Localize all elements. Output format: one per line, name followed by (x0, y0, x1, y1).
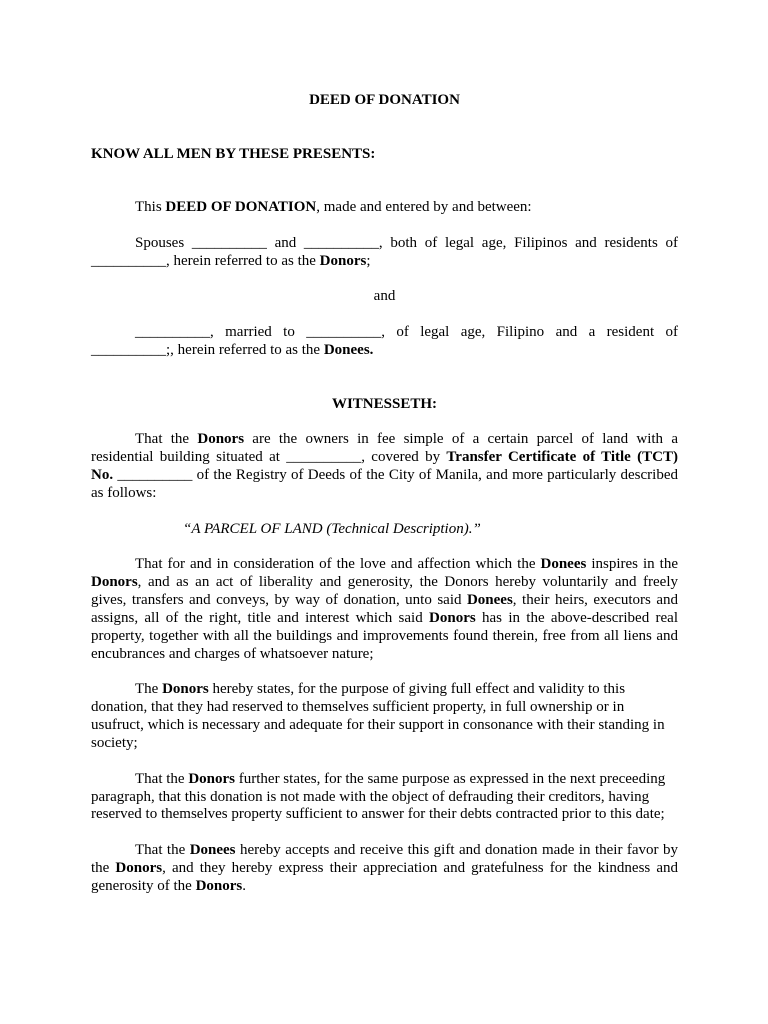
text-run: __________, married to __________, of legal age, Filipino and a resident of (135, 324, 678, 341)
text-run: __________ of the Registry of Deeds of the City of Manila, and more particularly described (113, 467, 678, 484)
acceptance-line (91, 860, 678, 878)
donors-line (91, 253, 678, 271)
deed-name: DEED OF DONATION (165, 199, 317, 216)
property-line (91, 449, 678, 467)
text-run: That the (135, 770, 189, 787)
text-run: . (242, 877, 246, 894)
bold-term: Donors (162, 681, 209, 698)
text-run: paragraph, that this donation is not made with the object of defrauding their creditors, having (91, 788, 650, 805)
text-run: The (135, 681, 163, 698)
no-fraud-line (91, 771, 678, 789)
text-run: assigns, all of the right, title and interest which said (91, 609, 430, 626)
bold-term: Donors (91, 574, 138, 591)
text-run: ; (366, 252, 371, 269)
text-run: reserved to themselves property sufficient to answer for their debts contracted prior to this date; (91, 806, 665, 823)
consideration-line (91, 610, 678, 628)
acceptance-line (91, 878, 678, 896)
text-run: , and they hereby express their appreciation and gratefulness for the kindness and (162, 859, 678, 876)
text-run: __________, herein referred to as the (91, 252, 320, 269)
text-run: society; (91, 734, 138, 751)
bold-term: No. (91, 467, 114, 484)
property-line (91, 431, 678, 449)
donors-line (91, 235, 678, 253)
text-run: property, together with all the buildings and improvements found therein, free from all liens and (91, 627, 678, 644)
no-fraud-line (91, 806, 678, 824)
consideration-line (91, 556, 678, 574)
opening-text: KNOW ALL MEN BY THESE PRESENTS: (91, 145, 376, 162)
document-title (91, 92, 678, 110)
bold-term: Donors (319, 252, 367, 269)
bold-term: Transfer Certificate of Title (TCT) (446, 449, 678, 466)
consideration-line (91, 592, 678, 610)
text-run: Spouses __________ and __________, both of legal age, Filipinos and residents of (135, 234, 678, 251)
bold-term: Donees. (323, 342, 374, 359)
bold-term: Donors (429, 609, 476, 626)
text-run: donation, that they had reserved to themselves sufficient property, in full ownership or in (91, 699, 625, 716)
property-line (91, 485, 678, 503)
conjunction-text: and (373, 288, 396, 305)
bold-term: Donors (188, 770, 235, 787)
text-run: generosity of the (91, 877, 196, 894)
consideration-line (91, 628, 678, 646)
reservation-line (91, 735, 678, 753)
text-run: __________;, herein referred to as the (91, 342, 324, 359)
donees-line (91, 324, 678, 342)
bold-term: Donors (197, 431, 245, 448)
witnesseth-text: WITNESSETH: (331, 395, 438, 412)
text-run: That the (135, 431, 198, 448)
bold-term: Donees (466, 592, 513, 609)
consideration-line (91, 574, 678, 592)
title-text: DEED OF DONATION (309, 92, 460, 108)
text-run: usufruct, which is necessary and adequate for their support in consonance with their standing in (91, 717, 665, 734)
reservation-line (91, 699, 678, 717)
text-run: That for and in consideration of the love and affection which the (135, 556, 541, 573)
bold-term: Donors (195, 877, 243, 894)
text-run: encubrances and charges of whatsoever nature; (91, 645, 374, 662)
bold-term: Donees (540, 556, 587, 573)
text-run: residential building situated at __________, covered by (91, 449, 447, 466)
reservation-line (91, 681, 678, 699)
conjunction-line (91, 288, 678, 306)
text-run: further states, for the same purpose as expressed in the next preceeding (235, 770, 666, 787)
reservation-line (91, 717, 678, 735)
text-run: inspires in the (586, 556, 678, 573)
no-fraud-line (91, 789, 678, 807)
bold-term: Donors (115, 859, 163, 876)
text-run: That the (135, 842, 190, 859)
text-run: , made and entered by and between: (316, 199, 532, 216)
text-run: as follows: (91, 484, 157, 501)
text-run: , and as an act of liberality and generosity, the Donors hereby voluntarily and freely (137, 574, 678, 591)
text-run: gives, transfers and conveys, by way of donation, unto said (91, 592, 467, 609)
intro-line (91, 199, 678, 217)
technical-description-text: “A PARCEL OF LAND (Technical Description).” (183, 520, 481, 537)
consideration-line (91, 646, 678, 664)
text-run: This (135, 199, 166, 216)
donees-line (91, 342, 678, 360)
text-run: hereby states, for the purpose of giving full effect and validity to this (208, 681, 626, 698)
property-line (91, 467, 678, 485)
witnesseth-heading (91, 396, 678, 414)
text-run: the (91, 859, 116, 876)
technical-description (91, 521, 678, 539)
text-run: are the owners in fee simple of a certain parcel of land with a (244, 431, 678, 448)
text-run: , their heirs, executors and (512, 592, 678, 609)
acceptance-line (91, 842, 678, 860)
opening-clause (91, 146, 678, 164)
deed-page (91, 92, 678, 896)
bold-term: Donees (189, 842, 236, 859)
text-run: has in the above-described real (475, 609, 678, 626)
text-run: hereby accepts and receive this gift and donation made in their favor by (235, 842, 678, 859)
